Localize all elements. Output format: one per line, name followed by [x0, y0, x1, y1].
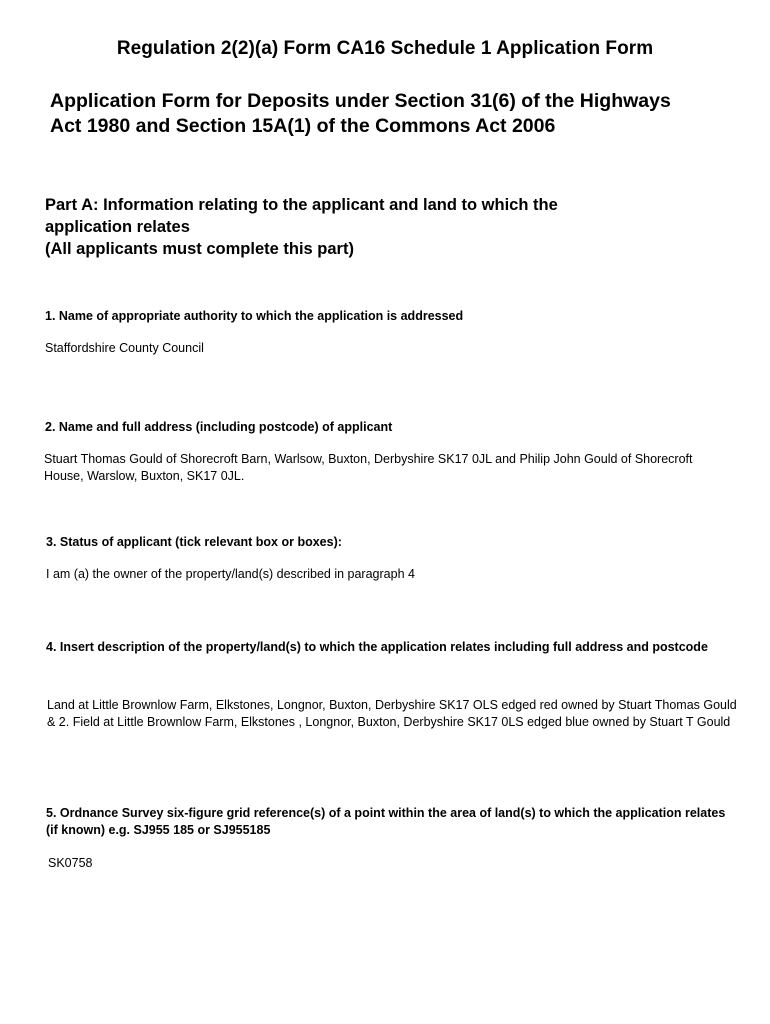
part-a-heading [45, 194, 725, 260]
form-subtitle-line: Application Form for Deposits under Section 31(6) of the Highways [50, 90, 671, 112]
question-1-answer: Staffordshire County Council [45, 341, 204, 355]
question-5-answer: SK0758 [48, 856, 93, 870]
form-subtitle [50, 89, 750, 139]
part-a-heading-line: application relates [45, 218, 190, 236]
question-4-label: 4. Insert description of the property/land(s) to which the application relates including full address and postcode [46, 640, 708, 654]
question-5-label: 5. Ordnance Survey six-figure grid reference(s) of a point within the area of land(s) to which the application relates (if known) e.g. SJ955 185 or SJ955185 [46, 806, 726, 837]
question-2-answer: Stuart Thomas Gould of Shorecroft Barn, Warlsow, Buxton, Derbyshire SK17 0JL and Philip John Gould of Shorecroft House, Warslow, Buxton, SK17 0JL. [44, 452, 693, 483]
question-1-label: 1. Name of appropriate authority to which the application is addressed [45, 309, 464, 323]
question-4-answer: Land at Little Brownlow Farm, Elkstones, Longnor, Buxton, Derbyshire SK17 OLS edged red owned by Stuart Thomas Gould & 2. Field at Little Brownlow Farm, Elkstones , Longnor, Buxton, Derbyshire SK17 0LS edged blue owned by Stuart T Gould [47, 698, 737, 729]
part-a-instruction: (All applicants must complete this part) [45, 240, 354, 258]
form-subtitle-line: Act 1980 and Section 15A(1) of the Commons Act 2006 [50, 115, 556, 137]
question-3-answer: I am (a) the owner of the property/land(s) described in paragraph 4 [46, 567, 415, 581]
part-a-heading-line: Part A: Information relating to the applicant and land to which the [45, 196, 558, 214]
form-title: Regulation 2(2)(a) Form CA16 Schedule 1 Application Form [116, 38, 654, 59]
question-3-label: 3. Status of applicant (tick relevant box or boxes): [46, 535, 342, 549]
question-2-label: 2. Name and full address (including postcode) of applicant [45, 420, 393, 434]
